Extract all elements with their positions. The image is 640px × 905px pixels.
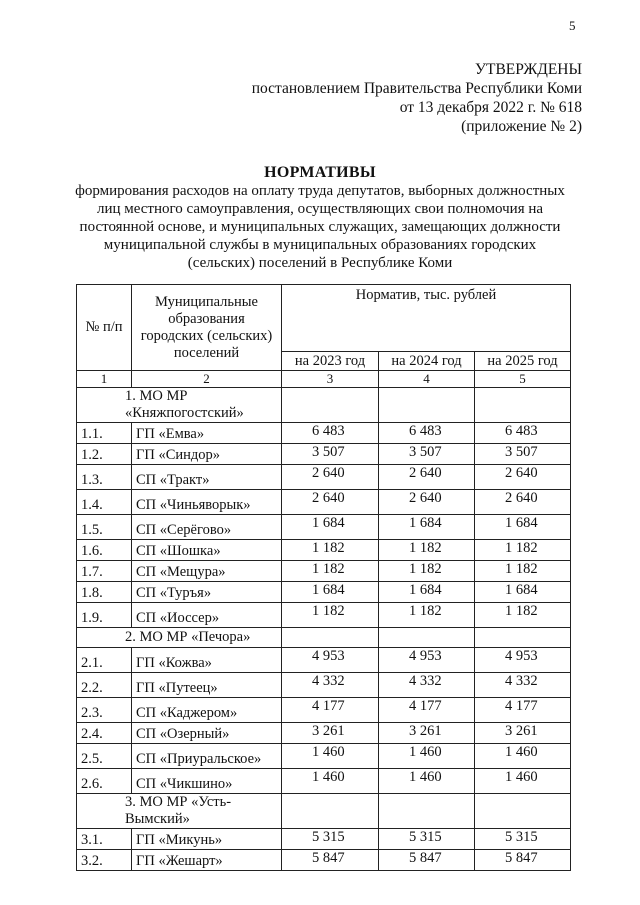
group-title: 3. МО МР «Усть-Вымский» bbox=[77, 794, 282, 829]
municipality-name: СП «Серёгово» bbox=[132, 515, 282, 540]
norm-value-2024: 1 460 bbox=[379, 769, 475, 794]
subtitle-line: муниципальной службы в муниципальных образованиях городских bbox=[103, 237, 537, 253]
group-empty-cell bbox=[475, 628, 571, 648]
norm-value-2023: 1 684 bbox=[282, 582, 379, 603]
row-number: 2.2. bbox=[77, 673, 132, 698]
norm-value-2025: 4 332 bbox=[475, 673, 571, 698]
norm-value-2025: 1 460 bbox=[475, 769, 571, 794]
norm-value-2023: 3 261 bbox=[282, 723, 379, 744]
norm-value-2025: 2 640 bbox=[475, 490, 571, 515]
norm-value-2025: 2 640 bbox=[475, 465, 571, 490]
municipality-name: СП «Тракт» bbox=[132, 465, 282, 490]
norm-value-2025: 6 483 bbox=[475, 423, 571, 444]
group-empty-cell bbox=[379, 794, 475, 829]
row-number: 1.7. bbox=[77, 561, 132, 582]
approval-date: от 13 декабря 2022 г. № 618 bbox=[399, 99, 582, 116]
norm-value-2024: 1 182 bbox=[379, 540, 475, 561]
subtitle-line: постоянной основе, и муниципальных служащих, замещающих должности bbox=[79, 219, 561, 235]
approval-heading: УТВЕРЖДЕНЫ bbox=[475, 61, 582, 78]
table-row bbox=[77, 444, 571, 465]
row-number: 1.6. bbox=[77, 540, 132, 561]
norm-value-2023: 5 847 bbox=[282, 850, 379, 871]
norm-value-2024: 4 953 bbox=[379, 648, 475, 673]
norm-value-2023: 2 640 bbox=[282, 490, 379, 515]
row-number: 1.8. bbox=[77, 582, 132, 603]
header-number: № п/п bbox=[77, 285, 132, 371]
table-row bbox=[77, 582, 571, 603]
municipality-name: ГП «Кожва» bbox=[132, 648, 282, 673]
norm-value-2023: 4 177 bbox=[282, 698, 379, 723]
table-row bbox=[77, 829, 571, 850]
approval-appendix: (приложение № 2) bbox=[461, 118, 582, 135]
document-title: НОРМАТИВЫ bbox=[264, 164, 376, 181]
table-row bbox=[77, 465, 571, 490]
norm-value-2025: 1 684 bbox=[475, 582, 571, 603]
header-year-2023: на 2023 год bbox=[282, 352, 379, 371]
group-empty-cell bbox=[282, 628, 379, 648]
table-row bbox=[77, 603, 571, 628]
norm-value-2024: 1 182 bbox=[379, 561, 475, 582]
table-row bbox=[77, 723, 571, 744]
table-row bbox=[77, 648, 571, 673]
column-numbers-row bbox=[77, 371, 571, 388]
municipality-name: СП «Чикшино» bbox=[132, 769, 282, 794]
group-empty-cell bbox=[379, 388, 475, 423]
municipality-name: СП «Шошка» bbox=[132, 540, 282, 561]
table-row bbox=[77, 423, 571, 444]
document-subtitle bbox=[70, 182, 570, 272]
row-number: 2.1. bbox=[77, 648, 132, 673]
norm-value-2025: 3 261 bbox=[475, 723, 571, 744]
municipality-name: СП «Озерный» bbox=[132, 723, 282, 744]
norm-value-2025: 1 182 bbox=[475, 561, 571, 582]
norm-value-2023: 1 684 bbox=[282, 515, 379, 540]
column-number: 2 bbox=[132, 371, 282, 388]
table-row bbox=[77, 515, 571, 540]
norm-value-2024: 2 640 bbox=[379, 465, 475, 490]
header-year-2024: на 2024 год bbox=[379, 352, 475, 371]
table-row bbox=[77, 698, 571, 723]
municipality-name: СП «Чиньяворык» bbox=[132, 490, 282, 515]
norm-value-2023: 6 483 bbox=[282, 423, 379, 444]
page-number: 5 bbox=[569, 18, 576, 33]
norm-value-2024: 1 684 bbox=[379, 582, 475, 603]
norm-value-2025: 5 847 bbox=[475, 850, 571, 871]
group-title: 2. МО МР «Печора» bbox=[77, 628, 282, 648]
municipality-name: СП «Каджером» bbox=[132, 698, 282, 723]
municipality-name: ГП «Микунь» bbox=[132, 829, 282, 850]
row-number: 2.3. bbox=[77, 698, 132, 723]
row-number: 1.1. bbox=[77, 423, 132, 444]
group-empty-cell bbox=[282, 388, 379, 423]
municipality-name: ГП «Синдор» bbox=[132, 444, 282, 465]
municipality-name: СП «Туръя» bbox=[132, 582, 282, 603]
column-number: 3 bbox=[282, 371, 379, 388]
group-empty-cell bbox=[475, 794, 571, 829]
municipality-name: ГП «Емва» bbox=[132, 423, 282, 444]
norm-value-2023: 1 460 bbox=[282, 744, 379, 769]
norm-value-2025: 1 684 bbox=[475, 515, 571, 540]
table-header bbox=[77, 285, 571, 388]
group-row bbox=[77, 794, 571, 829]
table-row bbox=[77, 744, 571, 769]
norms-table bbox=[76, 284, 571, 871]
group-empty-cell bbox=[475, 388, 571, 423]
subtitle-line: (сельских) поселений в Республике Коми bbox=[187, 255, 453, 271]
row-number: 2.6. bbox=[77, 769, 132, 794]
approval-decree: постановлением Правительства Республики Коми bbox=[251, 80, 582, 97]
norm-value-2024: 5 847 bbox=[379, 850, 475, 871]
municipality-name: СП «Иоссер» bbox=[132, 603, 282, 628]
row-number: 1.9. bbox=[77, 603, 132, 628]
column-number: 1 bbox=[77, 371, 132, 388]
norm-value-2025: 5 315 bbox=[475, 829, 571, 850]
group-empty-cell bbox=[379, 628, 475, 648]
table-row bbox=[77, 561, 571, 582]
norm-value-2024: 3 261 bbox=[379, 723, 475, 744]
table-row bbox=[77, 850, 571, 871]
row-number: 3.2. bbox=[77, 850, 132, 871]
norm-value-2025: 1 460 bbox=[475, 744, 571, 769]
norm-value-2023: 2 640 bbox=[282, 465, 379, 490]
norm-value-2024: 1 182 bbox=[379, 603, 475, 628]
table-row bbox=[77, 490, 571, 515]
header-norm: Норматив, тыс. рублей bbox=[282, 285, 571, 352]
group-row bbox=[77, 628, 571, 648]
subtitle-line: лиц местного самоуправления, осуществляющих свои полномочия на bbox=[96, 201, 544, 217]
norm-value-2024: 1 684 bbox=[379, 515, 475, 540]
table-body bbox=[77, 388, 571, 871]
norm-value-2024: 1 460 bbox=[379, 744, 475, 769]
norm-value-2023: 4 332 bbox=[282, 673, 379, 698]
row-number: 1.2. bbox=[77, 444, 132, 465]
header-year-2025: на 2025 год bbox=[475, 352, 571, 371]
norm-value-2025: 4 177 bbox=[475, 698, 571, 723]
municipality-name: СП «Приуральское» bbox=[132, 744, 282, 769]
norm-value-2023: 1 460 bbox=[282, 769, 379, 794]
subtitle-line: формирования расходов на оплату труда депутатов, выборных должностных bbox=[75, 183, 565, 199]
row-number: 2.5. bbox=[77, 744, 132, 769]
norm-value-2023: 3 507 bbox=[282, 444, 379, 465]
column-number: 4 bbox=[379, 371, 475, 388]
norm-value-2023: 1 182 bbox=[282, 561, 379, 582]
row-number: 1.4. bbox=[77, 490, 132, 515]
table-row bbox=[77, 540, 571, 561]
approval-block bbox=[162, 60, 582, 136]
group-row bbox=[77, 388, 571, 423]
norm-value-2024: 3 507 bbox=[379, 444, 475, 465]
group-empty-cell bbox=[282, 794, 379, 829]
norm-value-2024: 2 640 bbox=[379, 490, 475, 515]
norm-value-2023: 1 182 bbox=[282, 603, 379, 628]
row-number: 1.3. bbox=[77, 465, 132, 490]
table-row bbox=[77, 769, 571, 794]
norm-value-2025: 3 507 bbox=[475, 444, 571, 465]
norm-value-2023: 5 315 bbox=[282, 829, 379, 850]
norm-value-2024: 4 177 bbox=[379, 698, 475, 723]
norm-value-2024: 6 483 bbox=[379, 423, 475, 444]
row-number: 3.1. bbox=[77, 829, 132, 850]
row-number: 2.4. bbox=[77, 723, 132, 744]
norm-value-2024: 5 315 bbox=[379, 829, 475, 850]
norm-value-2023: 4 953 bbox=[282, 648, 379, 673]
municipality-name: ГП «Путеец» bbox=[132, 673, 282, 698]
norm-value-2025: 4 953 bbox=[475, 648, 571, 673]
table-row bbox=[77, 673, 571, 698]
header-municipality: Муниципальные образования городских (сельских) поселений bbox=[132, 285, 282, 371]
norm-value-2023: 1 182 bbox=[282, 540, 379, 561]
norm-value-2024: 4 332 bbox=[379, 673, 475, 698]
row-number: 1.5. bbox=[77, 515, 132, 540]
municipality-name: ГП «Жешарт» bbox=[132, 850, 282, 871]
municipality-name: СП «Мещура» bbox=[132, 561, 282, 582]
norm-value-2025: 1 182 bbox=[475, 603, 571, 628]
group-title: 1. МО МР «Княжпогостский» bbox=[77, 388, 282, 423]
column-number: 5 bbox=[475, 371, 571, 388]
norm-value-2025: 1 182 bbox=[475, 540, 571, 561]
